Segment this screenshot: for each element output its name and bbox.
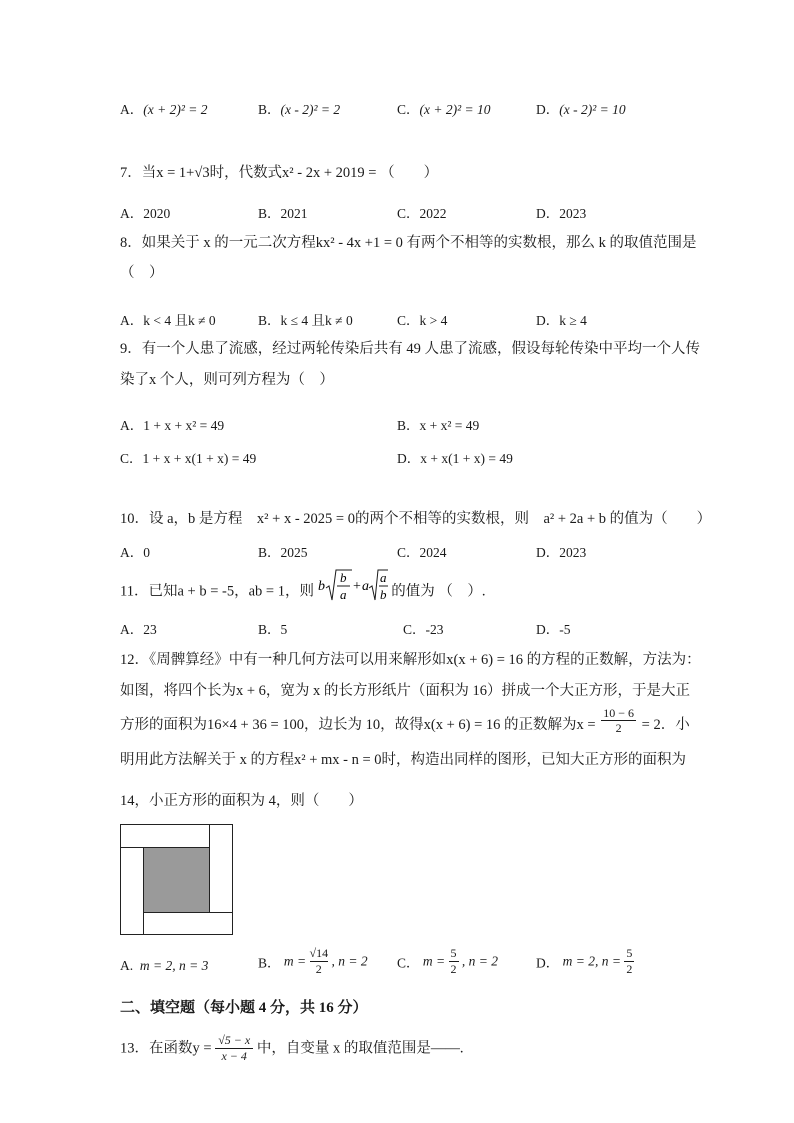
svg-text:b: b <box>339 570 347 585</box>
rectangle-top <box>121 825 210 848</box>
q9-stem: 9．有一个人患了流感，经过两轮传染后共有 49 人患了流感，假设每轮传染中平均一个人传 <box>120 341 700 357</box>
q6-option-c: C．(x + 2)² = 10 <box>397 102 491 117</box>
q9-option-c: C．1 + x + x(1 + x) = 49 <box>120 451 257 466</box>
q12-figure <box>120 824 233 935</box>
q11-option-a: A．23 <box>120 622 157 637</box>
q9-option-d: D．x + x(1 + x) = 49 <box>397 451 513 466</box>
svg-text:+: + <box>352 579 361 594</box>
svg-text:a: a <box>339 587 347 602</box>
q13-fraction: $\frac{√5 - x}{x - 4}$ <box>215 1033 253 1064</box>
q7-option-b: B．2021 <box>258 206 308 221</box>
q11-option-d: D．-5 <box>536 622 571 637</box>
svg-text:a: a <box>361 579 369 594</box>
q7-option-c: C．2022 <box>397 206 447 221</box>
q9-stem-cont: 染了x 个人，则可列方程为（ ） <box>120 372 334 388</box>
q7-option-d: D．2023 <box>536 206 587 221</box>
rectangle-right <box>209 825 232 913</box>
q11-option-b: B．5 <box>258 622 288 637</box>
q12-option-d: D． m = 2, n = $\frac{5}{2}$ <box>536 946 633 976</box>
q7-stem: 7．当x = 1+√3时，代数式x² - 2x + 2019 = （ ） <box>120 165 439 181</box>
q12-line2: 如图，将四个长为x + 6，宽为 x 的长方形纸片（面积为 16）拼成一个大正方形，于是大正 <box>120 683 691 699</box>
q8-stem: 8．如果关于 x 的一元二次方程kx² - 4x +1 = 0 有两个不相等的实数根，那么 k 的取值范围是 <box>120 235 697 251</box>
q11-stem: 11．已知a + b = -5，ab = 1，则 b b a + a a b 的值为 （ ）. <box>120 578 485 606</box>
section-title: 二、填空题（每小题 4 分，共 16 分） <box>120 1000 368 1016</box>
q12-option-b: B． m = $\frac{√14}{2}$ , n = 2 <box>258 946 368 976</box>
q10-stem: 10．设 a，b 是方程 x² + x - 2025 = 0的两个不相等的实数根，则 a² + 2a + b 的值为（ ） <box>120 511 712 527</box>
rectangle-bottom <box>143 912 233 934</box>
svg-text:a: a <box>379 570 387 585</box>
q8-option-a: A．k < 4 且k ≠ 0 <box>120 313 216 328</box>
q10-option-a: A．0 <box>120 545 150 560</box>
svg-text:b: b <box>379 587 387 602</box>
q12-fraction: $\frac{10 - 6}{2}$ <box>603 706 635 736</box>
q10-option-c: C．2024 <box>397 545 447 560</box>
q13-stem: 13．在函数y = $\frac{√5 - x}{x - 4}$ 中，自变量 x 的取值范围是——. <box>120 1033 464 1063</box>
q11-radical-expression <box>318 566 388 606</box>
rectangle-left <box>121 847 144 935</box>
q12-option-c: C． m = $\frac{5}{2}$ , n = 2 <box>397 946 498 976</box>
q6-option-b: B．(x - 2)² = 2 <box>258 102 341 117</box>
q9-option-a: A．1 + x + x² = 49 <box>120 418 225 433</box>
q8-option-d: D．k ≥ 4 <box>536 313 587 328</box>
small-square <box>144 848 209 912</box>
q6-option-a: A．(x + 2)² = 2 <box>120 102 208 117</box>
q12-line5: 14，小正方形的面积为 4，则（ ） <box>120 793 363 809</box>
q10-option-b: B．2025 <box>258 545 308 560</box>
q11-option-c: C．-23 <box>403 622 444 637</box>
q7-option-a: A．2020 <box>120 206 171 221</box>
q8-option-b: B．k ≤ 4 且k ≠ 0 <box>258 313 353 328</box>
svg-text:b: b <box>317 579 325 594</box>
q6-option-d: D．(x - 2)² = 10 <box>536 102 626 117</box>
q9-option-b: B．x + x² = 49 <box>397 418 480 433</box>
q8-option-c: C．k > 4 <box>397 313 448 328</box>
q12-line4: 明用此方法解关于 x 的方程x² + mx - n = 0时，构造出同样的图形，已知大正方形的面积为 <box>120 752 687 768</box>
q12-line1: 12．《周髀算经》中有一种几何方法可以用来解形如x(x + 6) = 16 的方程的正数解，方法为： <box>120 652 701 668</box>
q12-line3: 方形的面积为16×4 + 36 = 100，边长为 10，故得x(x + 6) = 16 的正数解为x = $\frac{10 - 6}{2}$ = 2．小 <box>120 706 690 736</box>
q10-option-d: D．2023 <box>536 545 587 560</box>
q8-stem-cont: （ ） <box>120 265 164 281</box>
q12-option-a: A. m = 2, n = 3 <box>120 958 209 973</box>
